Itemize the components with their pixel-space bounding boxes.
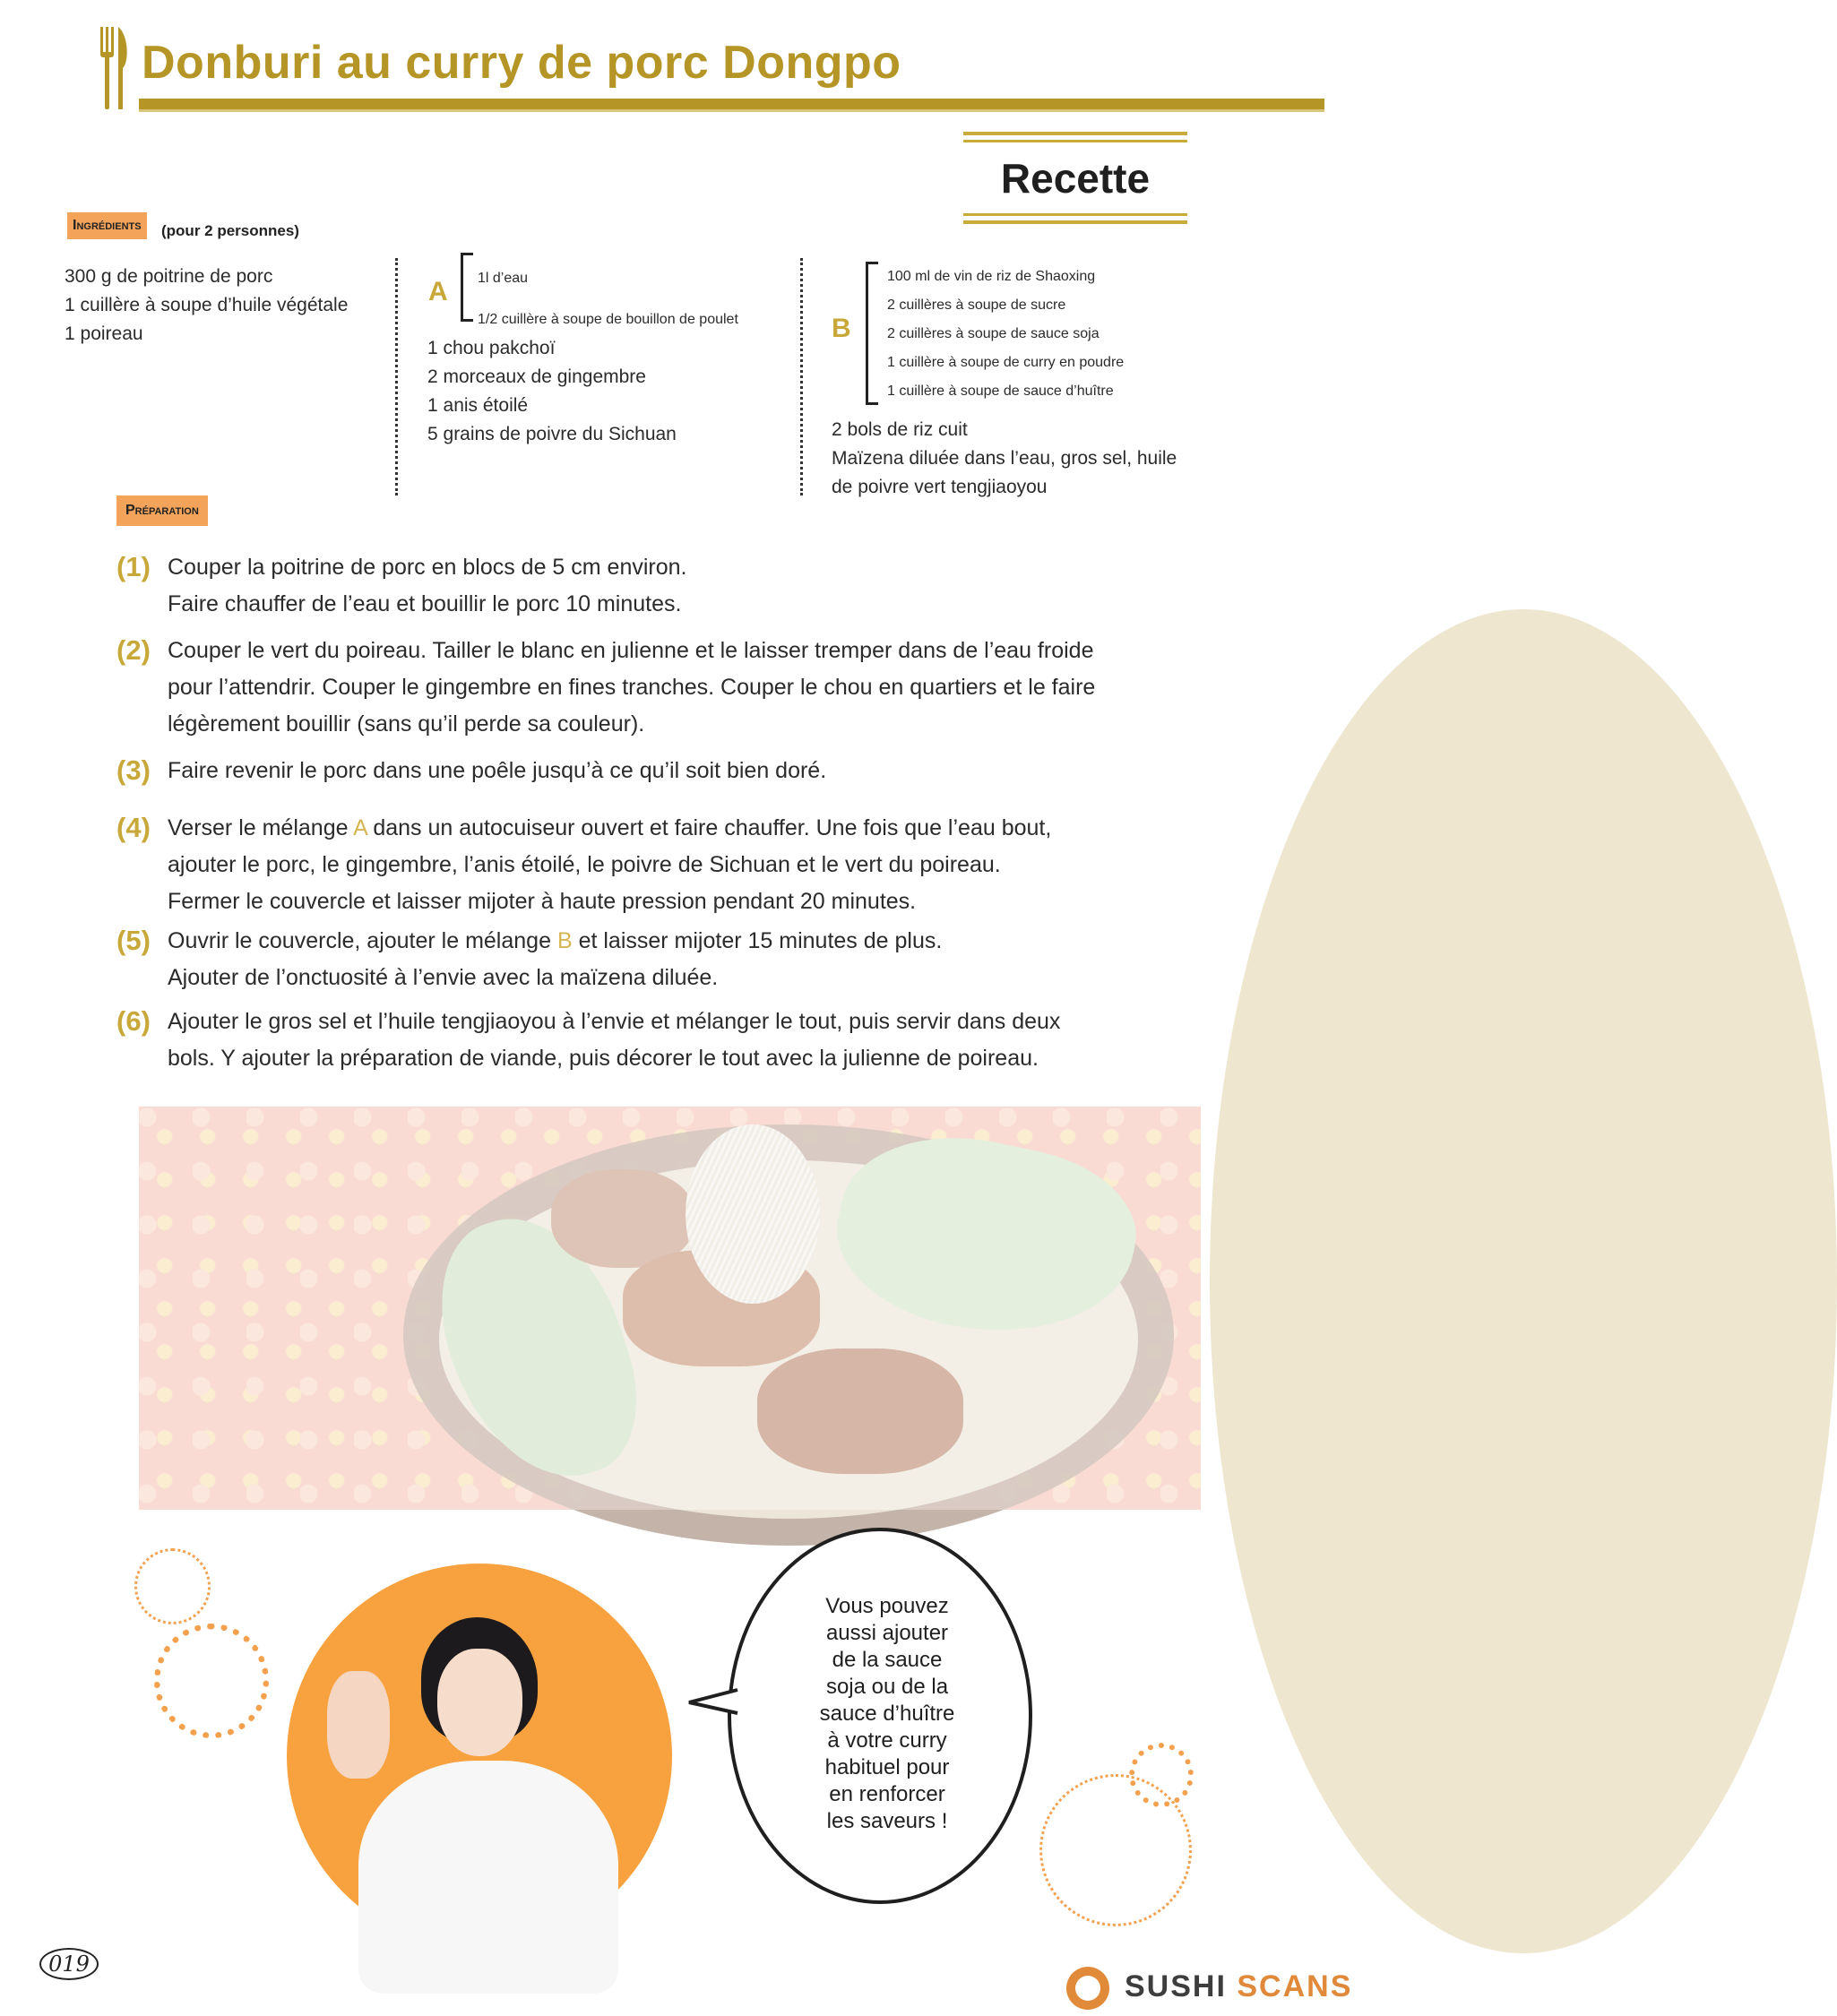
step-number: (3) [116, 754, 151, 786]
step-line: légèrement bouillir (sans qu’il perde sa couleur). [168, 711, 645, 737]
ingredients-tag: Ingrédients [67, 212, 147, 239]
chef-jacket [358, 1761, 618, 1994]
step-text [168, 753, 826, 789]
group-a-bracket [461, 253, 473, 322]
step-number: (6) [116, 1005, 151, 1037]
group-b-list [887, 263, 1124, 406]
recette-rule-top [963, 132, 1187, 142]
step-line: Faire revenir le porc dans une poêle jusqu’à ce qu’il soit bien doré. [168, 758, 827, 783]
group-b-letter: B [832, 314, 851, 343]
step-number: (2) [116, 634, 151, 666]
step-3 [116, 753, 1255, 789]
tip-line: de la sauce [832, 1648, 943, 1672]
background-arc [1210, 609, 1837, 1953]
step-1 [116, 549, 1255, 623]
step-number: (1) [116, 551, 151, 582]
tip-line: à votre curry [827, 1728, 947, 1753]
decorative-dotted-circle [154, 1624, 269, 1738]
ingredients-column-2 [427, 334, 677, 449]
mix-b-reference: B [556, 928, 573, 953]
decorative-dotted-circle [134, 1548, 211, 1624]
dish-photo [139, 1107, 1201, 1510]
logo-word-2: SCANS [1237, 1969, 1353, 2003]
group-b-bracket [866, 262, 878, 405]
ingredient-item: de poivre vert tengjiaoyou [832, 477, 1048, 497]
ingredient-item: 1 cuillère à soupe de curry en poudre [887, 355, 1125, 370]
ingredient-item: 1 cuillère à soupe d’huile végétale [65, 295, 349, 315]
step-line: pour l’attendrir. Couper le gingembre en fines tranches. Couper le chou en quartiers et le faire [168, 675, 1096, 700]
section-title: Recette [1000, 155, 1151, 202]
tip-line: en renforcer [829, 1782, 945, 1806]
step-line: Ajouter de l’onctuosité à l’envie avec la maïzena diluée. [168, 965, 719, 990]
ingredients-column-1 [65, 263, 348, 349]
decorative-dotted-circle [1129, 1743, 1194, 1807]
ingredient-item: 1 anis étoilé [427, 395, 529, 416]
ingredient-item: Maïzena diluée dans l’eau, gros sel, huile [832, 448, 1177, 469]
tip-line: habituel pour [824, 1755, 950, 1779]
photo-fade [139, 1107, 1201, 1510]
speech-bubble-tail [686, 1686, 739, 1717]
step-line: Faire chauffer de l’eau et bouillir le porc 10 minutes. [168, 591, 682, 616]
step-text [168, 923, 942, 996]
tip-line: Vous pouvez [825, 1594, 949, 1618]
chef-portrait [287, 1564, 672, 1949]
step-line-start: Ouvrir le couvercle, ajouter le mélange [168, 928, 557, 953]
ingredient-item: 1/2 cuillère à soupe de bouillon de poulet [478, 312, 738, 327]
logo-text [1125, 1969, 1352, 2004]
dotted-divider [395, 258, 398, 495]
chef-hand [327, 1671, 390, 1779]
step-text [168, 810, 1051, 920]
step-text [168, 1004, 1060, 1077]
tip-line: sauce d’huître [819, 1702, 955, 1726]
ingredient-item: 2 cuillères à soupe de sauce soja [887, 326, 1100, 341]
step-number: (4) [116, 812, 151, 843]
ingredient-item: 1 cuillère à soupe de sauce d’huître [887, 383, 1114, 399]
step-line [168, 810, 1051, 847]
mix-a-reference: A [353, 815, 367, 840]
step-number: (5) [116, 925, 151, 956]
step-text [168, 633, 1095, 743]
ingredient-item: 2 bols de riz cuit [832, 419, 968, 440]
tip-text [780, 1593, 995, 1835]
ingredient-item: 1l d’eau [478, 271, 529, 286]
preparation-tag: Préparation [116, 495, 208, 526]
ingredient-item: 1 poireau [65, 323, 143, 344]
step-line-start: Verser le mélange [168, 815, 354, 840]
dotted-divider [800, 258, 803, 495]
preparation-steps [116, 549, 1255, 1077]
step-line: bols. Y ajouter la préparation de viande, puis décorer le tout avec la julienne de poireau. [168, 1046, 1039, 1071]
logo-word-1: SUSHI [1125, 1969, 1227, 2003]
group-a-list [478, 258, 738, 340]
logo-icon [1066, 1967, 1109, 2010]
ingredient-item: 1 chou pakchoï [427, 338, 556, 358]
tip-line: aussi ajouter [825, 1621, 949, 1645]
ingredient-item: 5 grains de poivre du Sichuan [427, 424, 677, 444]
tip-line: les saveurs ! [826, 1809, 948, 1833]
page-number: 019 [39, 1948, 99, 1980]
step-line-end: dans un autocuiseur ouvert et faire chauffer. Une fois que l’eau bout, [367, 815, 1052, 840]
recette-rule-bottom [963, 213, 1187, 224]
page-title: Donburi au curry de porc Dongpo [142, 37, 901, 89]
chef-face [437, 1649, 522, 1756]
step-text [168, 549, 687, 623]
step-6 [116, 1004, 1255, 1077]
step-line [168, 923, 942, 960]
group-a-letter: A [428, 277, 448, 306]
ingredients-column-3 [832, 416, 1177, 502]
step-line-end: et laisser mijoter 15 minutes de plus. [572, 928, 943, 953]
servings-label: (pour 2 personnes) [161, 222, 299, 239]
tip-line: soja ou de la [825, 1675, 949, 1699]
step-line: ajouter le porc, le gingembre, l’anis étoilé, le poivre de Sichuan et le vert du poireau. [168, 852, 1001, 877]
step-line: Ajouter le gros sel et l’huile tengjiaoyou à l’envie et mélanger le tout, puis servir dans deux [168, 1009, 1061, 1034]
title-rule [139, 99, 1324, 109]
step-line: Couper le vert du poireau. Tailler le blanc en julienne et le laisser tremper dans de l’eau froide [168, 638, 1094, 663]
step-5 [116, 923, 1255, 996]
ingredient-item: 100 ml de vin de riz de Shaoxing [887, 269, 1096, 284]
step-4 [116, 810, 1255, 920]
ingredient-item: 2 morceaux de gingembre [427, 366, 646, 387]
ingredient-item: 300 g de poitrine de porc [65, 266, 273, 287]
step-line: Fermer le couvercle et laisser mijoter à haute pression pendant 20 minutes. [168, 889, 917, 914]
ingredient-item: 2 cuillères à soupe de sucre [887, 297, 1066, 313]
step-line: Couper la poitrine de porc en blocs de 5 cm environ. [168, 555, 687, 580]
step-2 [116, 633, 1255, 743]
fork-knife-icon [99, 27, 129, 109]
